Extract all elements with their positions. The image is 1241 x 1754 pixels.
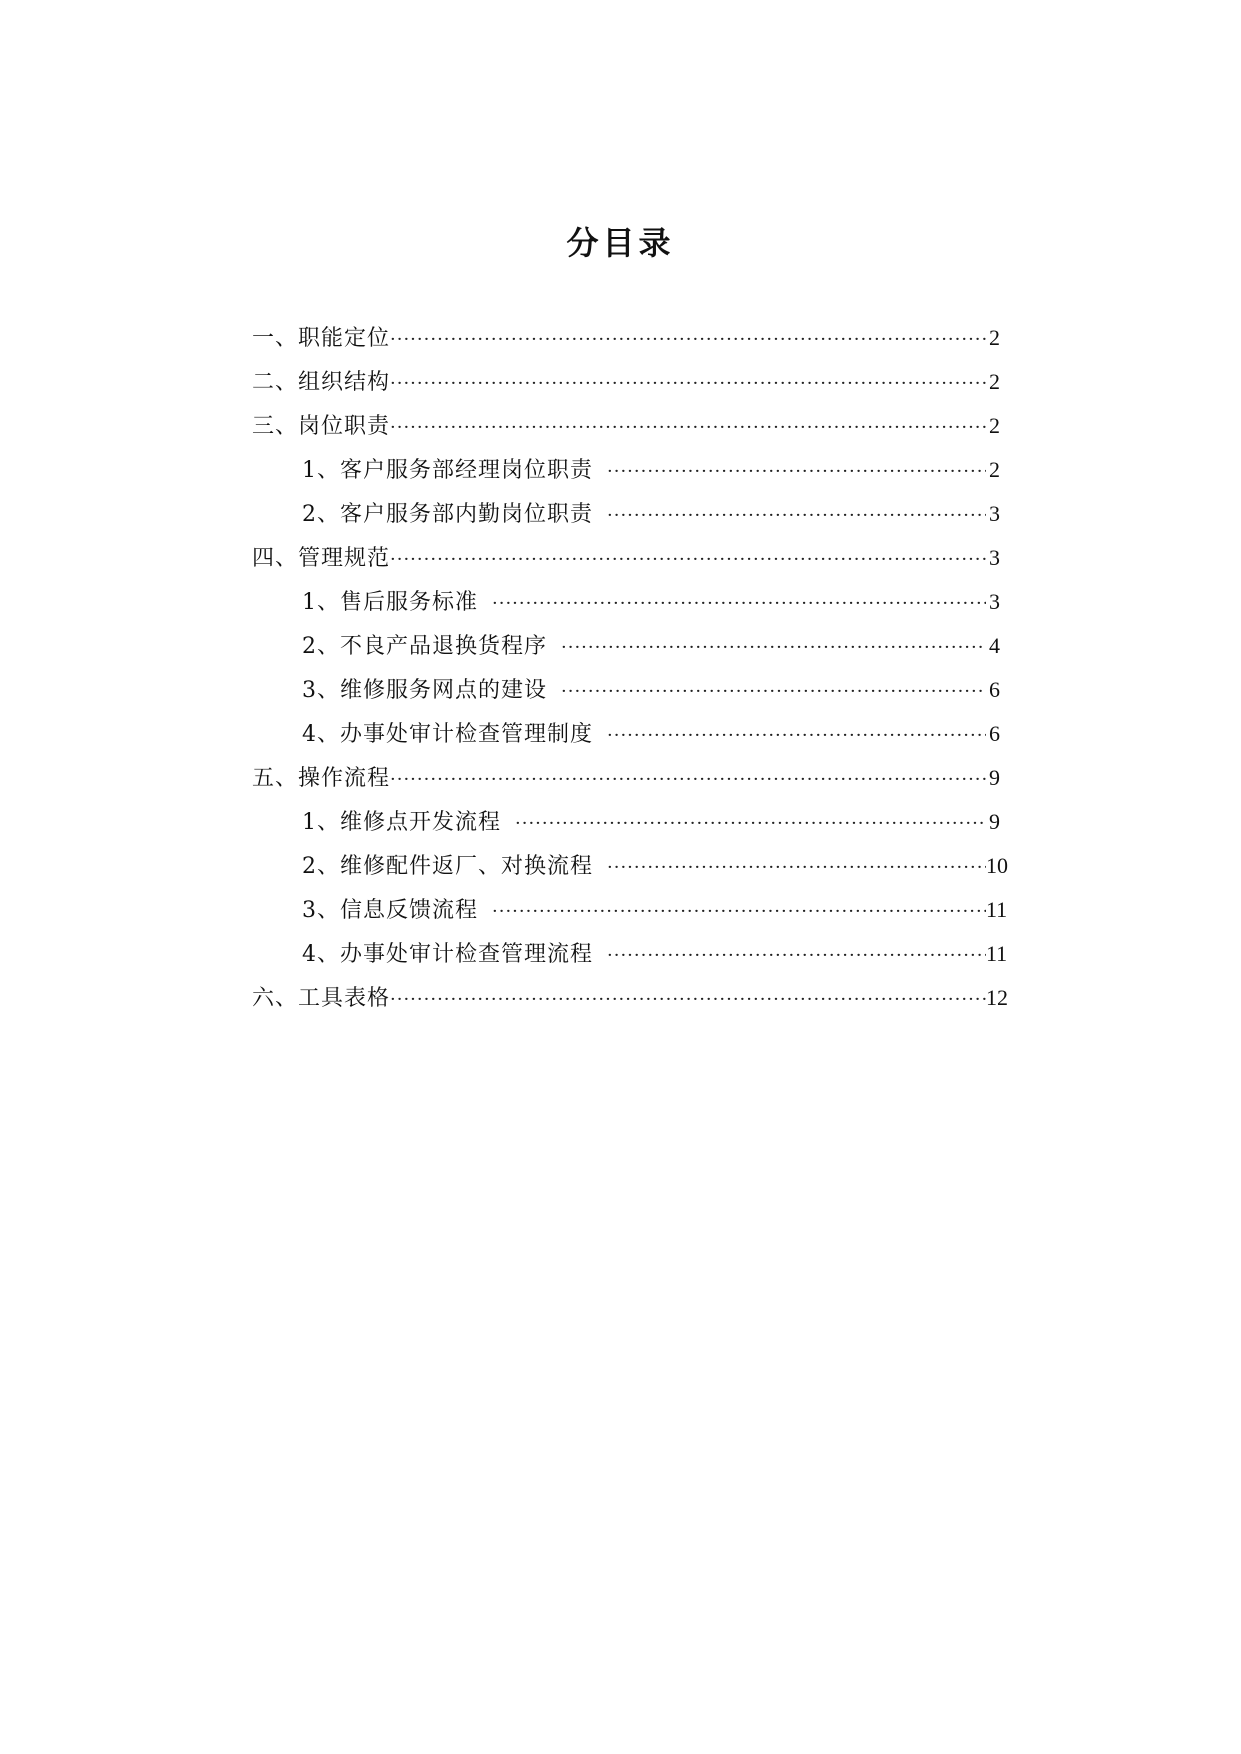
toc-page-number: 9 xyxy=(989,809,1000,834)
toc-page-number: 4 xyxy=(989,633,1000,658)
toc-entry-office-staff-duties[interactable] xyxy=(252,492,1000,536)
dot-leader xyxy=(607,714,986,758)
toc-entry-label: 3、信息反馈流程 xyxy=(302,898,478,923)
toc-entry-parts-return-flow[interactable] xyxy=(252,844,1008,888)
toc-entry-label: 五、操作流程 xyxy=(252,766,391,791)
toc-page-number: 6 xyxy=(989,677,1000,702)
toc-title: 分目录 xyxy=(566,224,675,262)
toc-entry-label: 2、客户服务部内勤岗位职责 xyxy=(302,502,593,527)
toc-entry-audit-policy[interactable] xyxy=(252,712,1000,756)
toc-page-number: 2 xyxy=(989,413,1000,438)
dot-leader xyxy=(390,538,986,582)
toc-entry-tool-forms[interactable] xyxy=(252,976,1008,1020)
toc-entry-manager-duties[interactable] xyxy=(252,448,1000,492)
toc-entry-label: 1、售后服务标准 xyxy=(302,590,478,615)
toc-entry-label: 四、管理规范 xyxy=(252,546,391,571)
dot-leader xyxy=(390,318,986,362)
toc-page-number: 11 xyxy=(986,897,1008,922)
toc-entry-label: 4、办事处审计检查管理制度 xyxy=(302,722,593,747)
toc-entry-label: 4、办事处审计检查管理流程 xyxy=(302,942,593,967)
dot-leader xyxy=(607,846,986,890)
toc-page-number: 6 xyxy=(989,721,1000,746)
toc-entry-label: 1、维修点开发流程 xyxy=(302,810,501,835)
toc-entry-label: 三、岗位职责 xyxy=(252,414,391,439)
dot-leader xyxy=(492,582,986,626)
toc-page-number: 10 xyxy=(986,853,1008,878)
toc-entry-label: 2、不良产品退换货程序 xyxy=(302,634,547,659)
dot-leader xyxy=(607,494,986,538)
dot-leader xyxy=(390,758,986,802)
dot-leader xyxy=(607,450,986,494)
toc-page-number: 3 xyxy=(989,545,1000,570)
toc-entry-org-structure[interactable] xyxy=(252,360,1000,404)
dot-leader xyxy=(561,670,986,714)
toc-page-number: 2 xyxy=(989,457,1000,482)
toc-entry-label: 六、工具表格 xyxy=(252,986,391,1011)
toc-entry-label: 3、维修服务网点的建设 xyxy=(302,678,547,703)
toc-entry-operation-flow[interactable] xyxy=(252,756,1000,800)
toc-entry-label: 2、维修配件返厂、对换流程 xyxy=(302,854,593,879)
toc-entry-return-procedure[interactable] xyxy=(252,624,1000,668)
toc-entry-service-standard[interactable] xyxy=(252,580,1000,624)
toc-entry-audit-flow[interactable] xyxy=(252,932,1008,976)
toc-entry-label: 一、职能定位 xyxy=(252,326,391,351)
dot-leader xyxy=(390,362,986,406)
toc-entry-label: 1、客户服务部经理岗位职责 xyxy=(302,458,593,483)
toc-entry-job-positioning[interactable] xyxy=(252,316,1000,360)
dot-leader xyxy=(390,978,986,1022)
toc-entry-job-duties[interactable] xyxy=(252,404,1000,448)
dot-leader xyxy=(492,890,986,934)
toc-page-number: 11 xyxy=(986,941,1008,966)
dot-leader xyxy=(390,406,986,450)
toc-entry-repair-point-flow[interactable] xyxy=(252,800,1000,844)
toc-page-number: 3 xyxy=(989,589,1000,614)
toc-page-number: 2 xyxy=(989,369,1000,394)
toc-page-number: 9 xyxy=(989,765,1000,790)
dot-leader xyxy=(515,802,986,846)
toc-page-number: 2 xyxy=(989,325,1000,350)
toc-page-number: 3 xyxy=(989,501,1000,526)
toc-entry-repair-network[interactable] xyxy=(252,668,1000,712)
dot-leader xyxy=(607,934,986,978)
dot-leader xyxy=(561,626,986,670)
toc-page-number: 12 xyxy=(986,985,1008,1010)
toc-list xyxy=(252,316,1008,1020)
toc-entry-label: 二、组织结构 xyxy=(252,370,391,395)
toc-entry-management-norms[interactable] xyxy=(252,536,1000,580)
toc-entry-feedback-flow[interactable] xyxy=(252,888,1008,932)
